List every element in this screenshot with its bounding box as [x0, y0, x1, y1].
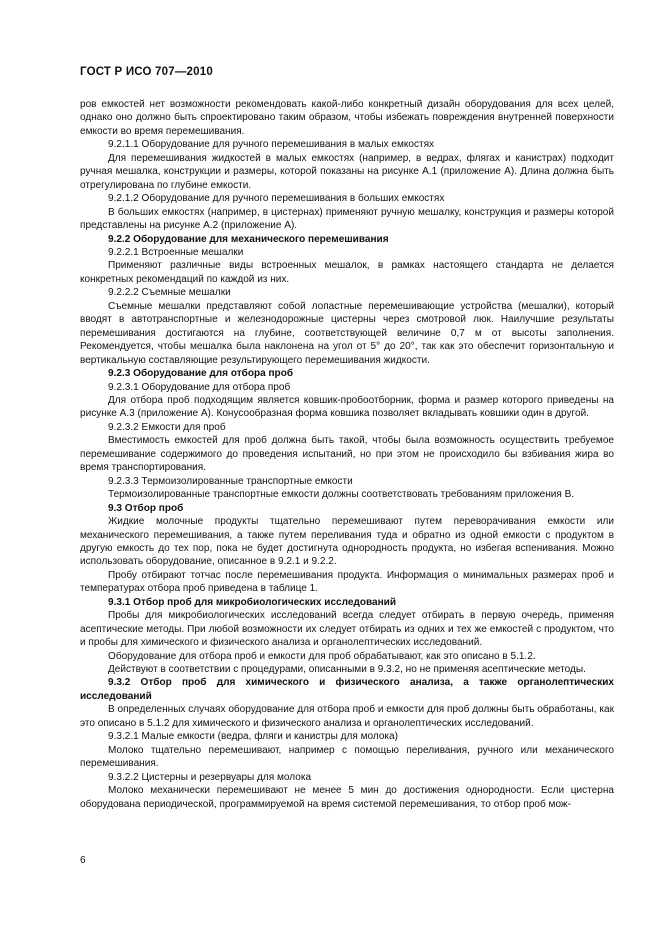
- page-number: 6: [80, 855, 86, 866]
- paragraph: 9.3.2.1 Малые емкости (ведра, фляги и канистры для молока): [108, 731, 398, 743]
- paragraph: Молоко тщательно перемешивают, например с помощью переливания, ручного или механического перемешивания.: [80, 744, 614, 770]
- paragraph: Применяют различные виды встроенных мешалок, в рамках настоящего стандарта не делается конкретных рекомендаций по каждой из них.: [80, 260, 614, 285]
- paragraph: 9.2.3.3 Термоизолированные транспортные емкости: [108, 475, 353, 487]
- paragraph: Молоко механически перемешивают не менее 5 мин до достижения однородности. Если цистерна оборудована периодической, программируемой на время системой перемешивания, то отбор проб мож-: [80, 785, 614, 810]
- paragraph: Для отбора проб подходящим является ковшик-пробоотборник, форма и размер которого приведены на рисунке А.3 (приложение А). Конусообразная форма ковшика позволяет вкладывать ковшики один в другой.: [80, 394, 614, 420]
- document-body: [80, 98, 614, 811]
- paragraph: Пробы для микробиологических исследований всегда следует отбирать в первую очередь, применяя асептические методы. При любой возможности их следует отбирать из одних и тех же емкостей с продуктом, что и пробы для химического и физического анализа и органолептических исследований.: [80, 610, 614, 649]
- paragraph: Действуют в соответствии с процедурами, описанными в 9.3.2, но не применяя асептические методы.: [108, 664, 586, 676]
- paragraph: Вместимость емкостей для проб должна быть такой, чтобы была возможность осуществить требуемое перемешивание содержимого до проведения испытаний, но при этом не происходило бы взбивания жира во время транспортирования.: [80, 435, 614, 474]
- paragraph: 9.2.1.1 Оборудование для ручного перемешивания в малых емкостях: [108, 139, 435, 151]
- paragraph: Жидкие молочные продукты тщательно перемешивают путем переворачивания емкости или механического перемешивания, а также путем переливания туда и обратно из одной емкости с продуктом в другую емкость до тех пор, пока не будет достигнута однородность продукта, но избегая вспенивания. Можно использовать оборудование, описанное в 9.2.1 и 9.2.2.: [80, 516, 614, 568]
- paragraph: Пробу отбирают тотчас после перемешивания продукта. Информация о минимальных размерах проб и температурах отбора проб приведена в таблице 1.: [80, 569, 614, 595]
- paragraph: В больших емкостях (например, в цистернах) применяют ручную мешалку, конструкция и размеры которой представлены на рисунке А.2 (приложение А).: [80, 206, 614, 232]
- paragraph: 9.3.1 Отбор проб для микробиологических исследований: [108, 596, 397, 608]
- paragraph: Съемные мешалки представляют собой лопастные перемешивающие устройства (мешалки), который вводят в автотранспортные и железнодорожные цистерны через смотровой люк. Наилучшие результаты перемешивания достигаются на глубине, соответствующей величине 0,7 м от высоты заполнения. Рекомендуется, чтобы мешалка была наклонена на угол от 5° до 20°, так как это обеспечит горизонтальную и вертикальную составляющие результирующего перемешивания жидкости.: [80, 300, 614, 366]
- paragraph: 9.2.1.2 Оборудование для ручного перемешивания в больших емкостях: [108, 193, 445, 205]
- paragraph: 9.2.3 Оборудование для отбора проб: [108, 368, 294, 380]
- paragraph: 9.2.2 Оборудование для механического перемешивания: [108, 233, 389, 245]
- document-header: ГОСТ Р ИСО 707—2010: [80, 66, 213, 78]
- paragraph: 9.2.2.1 Встроенные мешалки: [108, 246, 244, 258]
- paragraph: Термоизолированные транспортные емкости должны соответствовать требованиям приложения В.: [108, 489, 575, 501]
- paragraph: Оборудование для отбора проб и емкости для проб обрабатывают, как это описано в 5.1.2.: [108, 650, 536, 662]
- paragraph: 9.3.2.2 Цистерны и резервуары для молока: [108, 771, 312, 783]
- paragraph: В определенных случаях оборудование для отбора проб и емкости для проб должны быть обработаны, как это описано в 5.1.2 для химического и физического анализа и органолептических исследований.: [80, 704, 614, 729]
- paragraph: 9.2.3.1 Оборудование для отбора проб: [108, 381, 291, 393]
- paragraph: 9.3.2 Отбор проб для химического и физического анализа, а также органолептических исследований: [80, 677, 614, 702]
- paragraph: 9.2.3.2 Емкости для проб: [108, 421, 226, 433]
- paragraph: 9.2.2.2 Съемные мешалки: [108, 287, 231, 299]
- paragraph: ров емкостей нет возможности рекомендовать какой-либо конкретный дизайн оборудования для всех целей, однако оно должно быть спроектировано таким образом, чтобы избежать повреждения внутренней поверхности емкости во время перемешивания.: [80, 99, 614, 137]
- paragraph: 9.3 Отбор проб: [108, 502, 184, 514]
- paragraph: Для перемешивания жидкостей в малых емкостях (например, в ведрах, флягах и канистрах) подходит ручная мешалка, конструкции и размеры, которой показаны на рисунке А.1 (приложение А). Длина должна быть отрегулирована по глубине емкости.: [80, 152, 614, 191]
